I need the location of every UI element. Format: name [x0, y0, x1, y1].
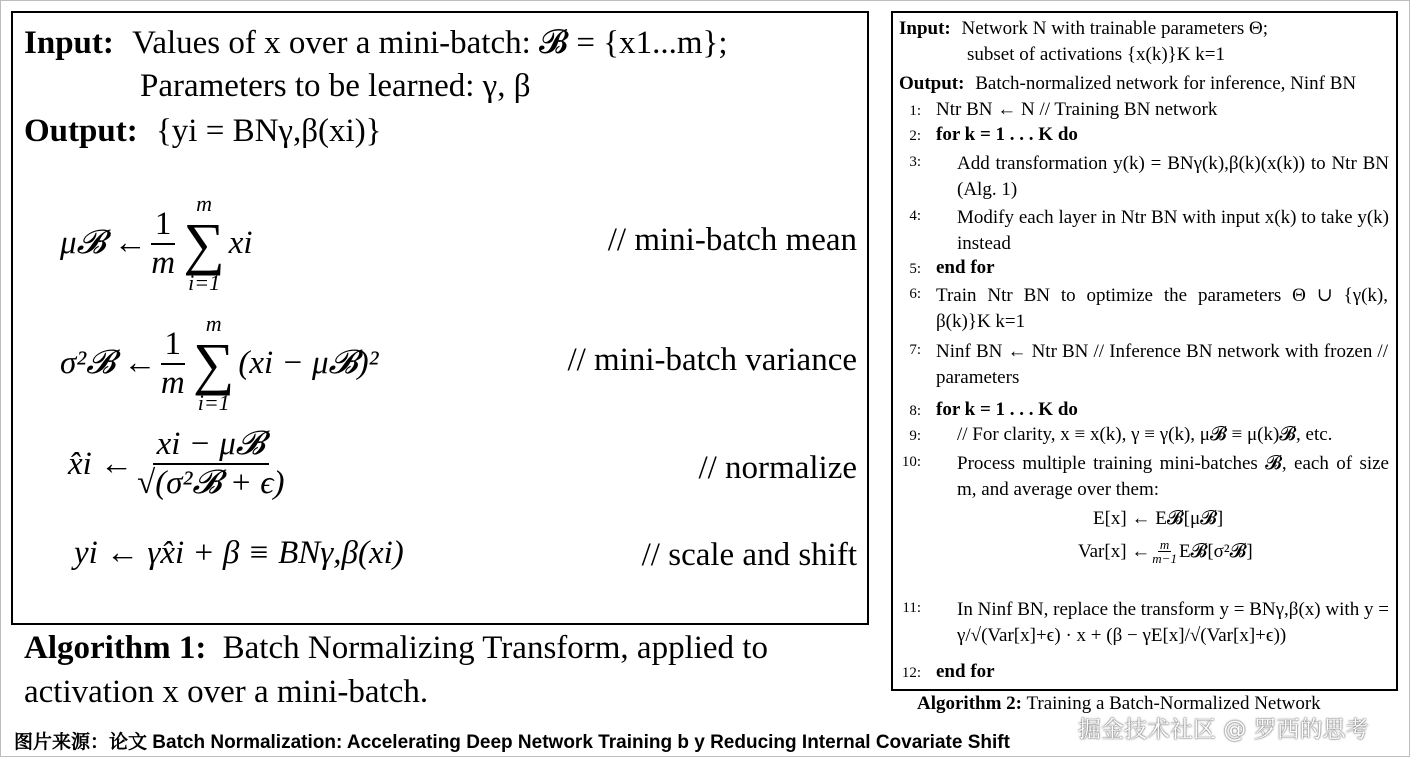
- alg2-var-den: m−1: [1152, 551, 1177, 566]
- eq-norm-den: √(σ²𝓑 + ϵ): [137, 465, 285, 501]
- eq-norm-lhs: x̂i ←: [68, 445, 134, 482]
- alg2-output-label: Output:: [899, 73, 965, 94]
- alg2-step-number: 12:: [901, 665, 921, 681]
- sum-sign: ∑: [193, 331, 235, 397]
- alg2-var-num: m: [1159, 537, 1170, 552]
- comment-normalize: // normalize: [698, 450, 857, 486]
- eq-normalize: [68, 428, 289, 500]
- alg2-step-text: Ntr BN ← N // Training BN network: [936, 99, 1218, 120]
- alg2-step-text: for k = 1 . . . K do: [936, 399, 1078, 420]
- alg1-caption-line1: [24, 626, 768, 670]
- alg2-caption-label: Algorithm 2:: [917, 693, 1023, 714]
- alg2-step-text: for k = 1 . . . K do: [936, 124, 1078, 145]
- comment-mean: // mini-batch mean: [607, 222, 857, 258]
- alg1-params-text: Parameters to be learned: γ, β: [140, 68, 531, 104]
- eq-var-num: 1: [161, 328, 186, 365]
- eq-norm-num: xi − μ𝓑: [153, 428, 269, 465]
- eq-var-lhs: σ²𝓑 ←: [60, 345, 157, 382]
- alg2-var-fraction: [1152, 538, 1177, 565]
- comment-variance: // mini-batch variance: [567, 342, 857, 378]
- eq-scale-shift: yi ← γx̂i + β ≡ BNγ,β(xi): [74, 535, 404, 571]
- eq-var-sum-top: m: [205, 311, 222, 336]
- alg2-eq-variance: [1078, 538, 1253, 565]
- alg2-step-text: Modify each layer in Ntr BN with input x(k) to take y(k) instead: [957, 207, 1389, 254]
- alg1-output-label: Output:: [24, 113, 138, 149]
- alg2-input-label: Input:: [899, 18, 951, 39]
- eq-mean-lhs: μ𝓑 ←: [60, 225, 147, 262]
- eq-mean-sum: [183, 192, 224, 295]
- eq-var-body: (xi − μ𝓑)²: [238, 345, 379, 382]
- alg1-caption-text: Batch Normalizing Transform, applied to: [222, 630, 768, 666]
- alg1-output-text: {yi = BNγ,β(xi)}: [155, 113, 382, 149]
- alg2-step-number: 7:: [909, 342, 921, 358]
- alg2-step-number: 5:: [909, 261, 921, 277]
- alg1-input-label: Input:: [24, 25, 114, 61]
- alg1-input-text: Values of x over a mini-batch: 𝓑 = {x1...m};: [132, 25, 728, 61]
- eq-var-den: m: [160, 364, 185, 401]
- alg2-step-text: // For clarity, x ≡ x(k), γ ≡ γ(k), μ𝓑 ≡ μ(k)𝓑, etc.: [957, 424, 1333, 445]
- alg2-step-number: 10:: [901, 454, 921, 470]
- eq-norm-fraction: [137, 428, 284, 500]
- alg2-step-number: 8:: [909, 403, 921, 419]
- alg2-step-number: 6:: [909, 286, 921, 302]
- eq-var-sum: [193, 312, 234, 415]
- alg2-input-line2: subset of activations {x(k)}K k=1: [967, 44, 1225, 65]
- source-attribution: 图片来源：论文 Batch Normalization: Accelerating Deep Network Training b y Reducing Internal Covariate Shift: [14, 732, 1010, 753]
- sum-sign: ∑: [183, 211, 225, 277]
- alg1-caption-line2: activation x over a mini-batch.: [24, 674, 429, 710]
- watermark: 掘金技术社区 @ 罗西的思考: [1078, 717, 1369, 743]
- alg2-output-row: [899, 74, 1356, 93]
- alg2-input-row: [899, 19, 1268, 38]
- alg1-output-row: [24, 115, 382, 148]
- eq-variance: [60, 312, 379, 415]
- alg2-step-number: 11:: [902, 600, 921, 616]
- eq-mean-body: xi: [228, 225, 253, 262]
- eq-mean: [60, 192, 253, 295]
- eq-mean-fraction: [151, 205, 176, 281]
- alg2-step-text: Train Ntr BN to optimize the parameters Θ ∪ {γ(k), β(k)}K k=1: [936, 285, 1388, 332]
- alg2-step-number: 9:: [909, 428, 921, 444]
- alg2-input-line1: Network N with trainable parameters Θ;: [961, 18, 1269, 39]
- comment-scale-shift: // scale and shift: [641, 537, 857, 573]
- alg1-input-row: [24, 27, 728, 60]
- alg2-output-text: Batch-normalized network for inference, Ninf BN: [975, 73, 1357, 94]
- alg2-var-rhs: E𝓑[σ²𝓑]: [1178, 541, 1253, 562]
- eq-mean-sum-bottom: i=1: [188, 270, 221, 296]
- alg2-step-number: 1:: [909, 103, 921, 119]
- alg2-step-number: 3:: [909, 154, 921, 170]
- eq-var-sum-bottom: i=1: [197, 390, 230, 416]
- alg2-eq-expectation: E[x] ← E𝓑[μ𝓑]: [1093, 508, 1224, 529]
- alg2-step-text: Add transformation y(k) = BNγ(k),β(k)(x(k)) to Ntr BN (Alg. 1): [957, 153, 1389, 200]
- alg2-step-number: 2:: [909, 128, 921, 144]
- alg2-step-text: end for: [936, 661, 995, 682]
- eq-mean-num: 1: [151, 208, 176, 245]
- alg2-step-text: end for: [936, 257, 995, 278]
- alg2-caption-text: Training a Batch-Normalized Network: [1026, 693, 1321, 714]
- alg2-step-text: Ninf BN ← Ntr BN // Inference BN network with frozen // parameters: [936, 341, 1388, 388]
- alg2-step-number: 4:: [909, 208, 921, 224]
- eq-mean-sum-top: m: [196, 191, 213, 216]
- alg2-step-text: In Ninf BN, replace the transform y = BNγ,β(x) with y = γ/√(Var[x]+ϵ) · x + (β − γE[x]/√(Var[x]+ϵ)): [957, 599, 1389, 646]
- eq-var-fraction: [160, 325, 186, 401]
- alg2-var-lhs: Var[x] ←: [1078, 541, 1151, 562]
- alg2-step-text: Process multiple training mini-batches 𝓑, each of size m, and average over them:: [957, 453, 1389, 500]
- alg1-caption-label: Algorithm 1:: [24, 630, 207, 666]
- eq-mean-den: m: [151, 244, 176, 281]
